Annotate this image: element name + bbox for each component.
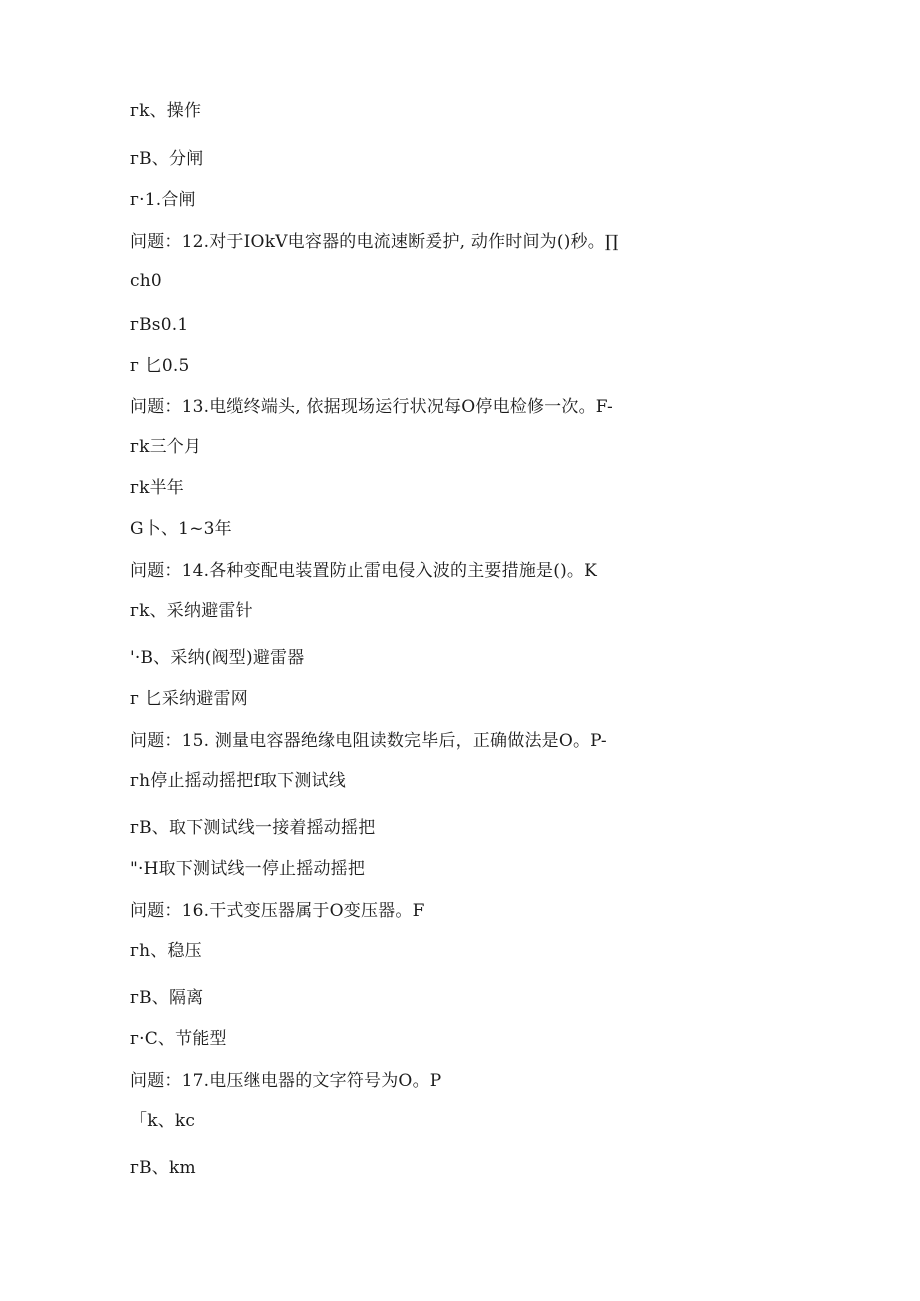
option-line: ᴦk、采纳避雷针 xyxy=(130,601,253,621)
option-line: ᴦB、取下测试线一接着摇动摇把 xyxy=(130,818,376,838)
option-line: ᴦ·C、节能型 xyxy=(130,1029,227,1049)
option-line: ᴦB、隔离 xyxy=(130,988,204,1008)
question-line: 问题：15. 测量电容器绝缘电阻读数完毕后，正确做法是O。P- xyxy=(130,731,607,751)
option-line: ᴦ 匕0.5 xyxy=(130,356,190,376)
option-line: ᴦh、稳压 xyxy=(130,941,202,961)
option-line: ᴦk三个月 xyxy=(130,437,202,457)
question-line: 问题：13.电缆终端头, 依据现场运行状况每O停电检修一次。F- xyxy=(130,397,613,417)
option-line: ᴦBs0.1 xyxy=(130,315,189,335)
option-line: ᴦ·1.合闸 xyxy=(130,190,196,210)
option-line: ᴦk半年 xyxy=(130,478,185,498)
option-line: ᴦ 匕采纳避雷网 xyxy=(130,689,248,709)
question-line: 问题：16.干式变压器属于O变压器。F xyxy=(130,901,425,921)
option-line: ᴦB、km xyxy=(130,1158,196,1178)
question-line: 问题：12.对于IOkV电容器的电流速断爰护, 动作时间为()秒。∏ xyxy=(130,232,619,252)
option-line: ch0 xyxy=(130,271,162,291)
option-line: '·B、采纳(阀型)避雷器 xyxy=(130,648,305,668)
option-line: ᴦB、分闸 xyxy=(130,149,204,169)
option-line: ᴦk、操作 xyxy=(130,101,202,121)
question-line: 问题：14.各种变配电装置防止雷电侵入波的主要措施是()。K xyxy=(130,561,597,581)
option-line: 「k、kc xyxy=(130,1111,196,1131)
option-line: G卜、1~3年 xyxy=(130,519,232,539)
option-line: ᴦh停止摇动摇把f取下测试线 xyxy=(130,771,346,791)
question-line: 问题：17.电压继电器的文字符号为O。P xyxy=(130,1071,442,1091)
option-line: "·H取下测试线一停止摇动摇把 xyxy=(130,859,366,879)
